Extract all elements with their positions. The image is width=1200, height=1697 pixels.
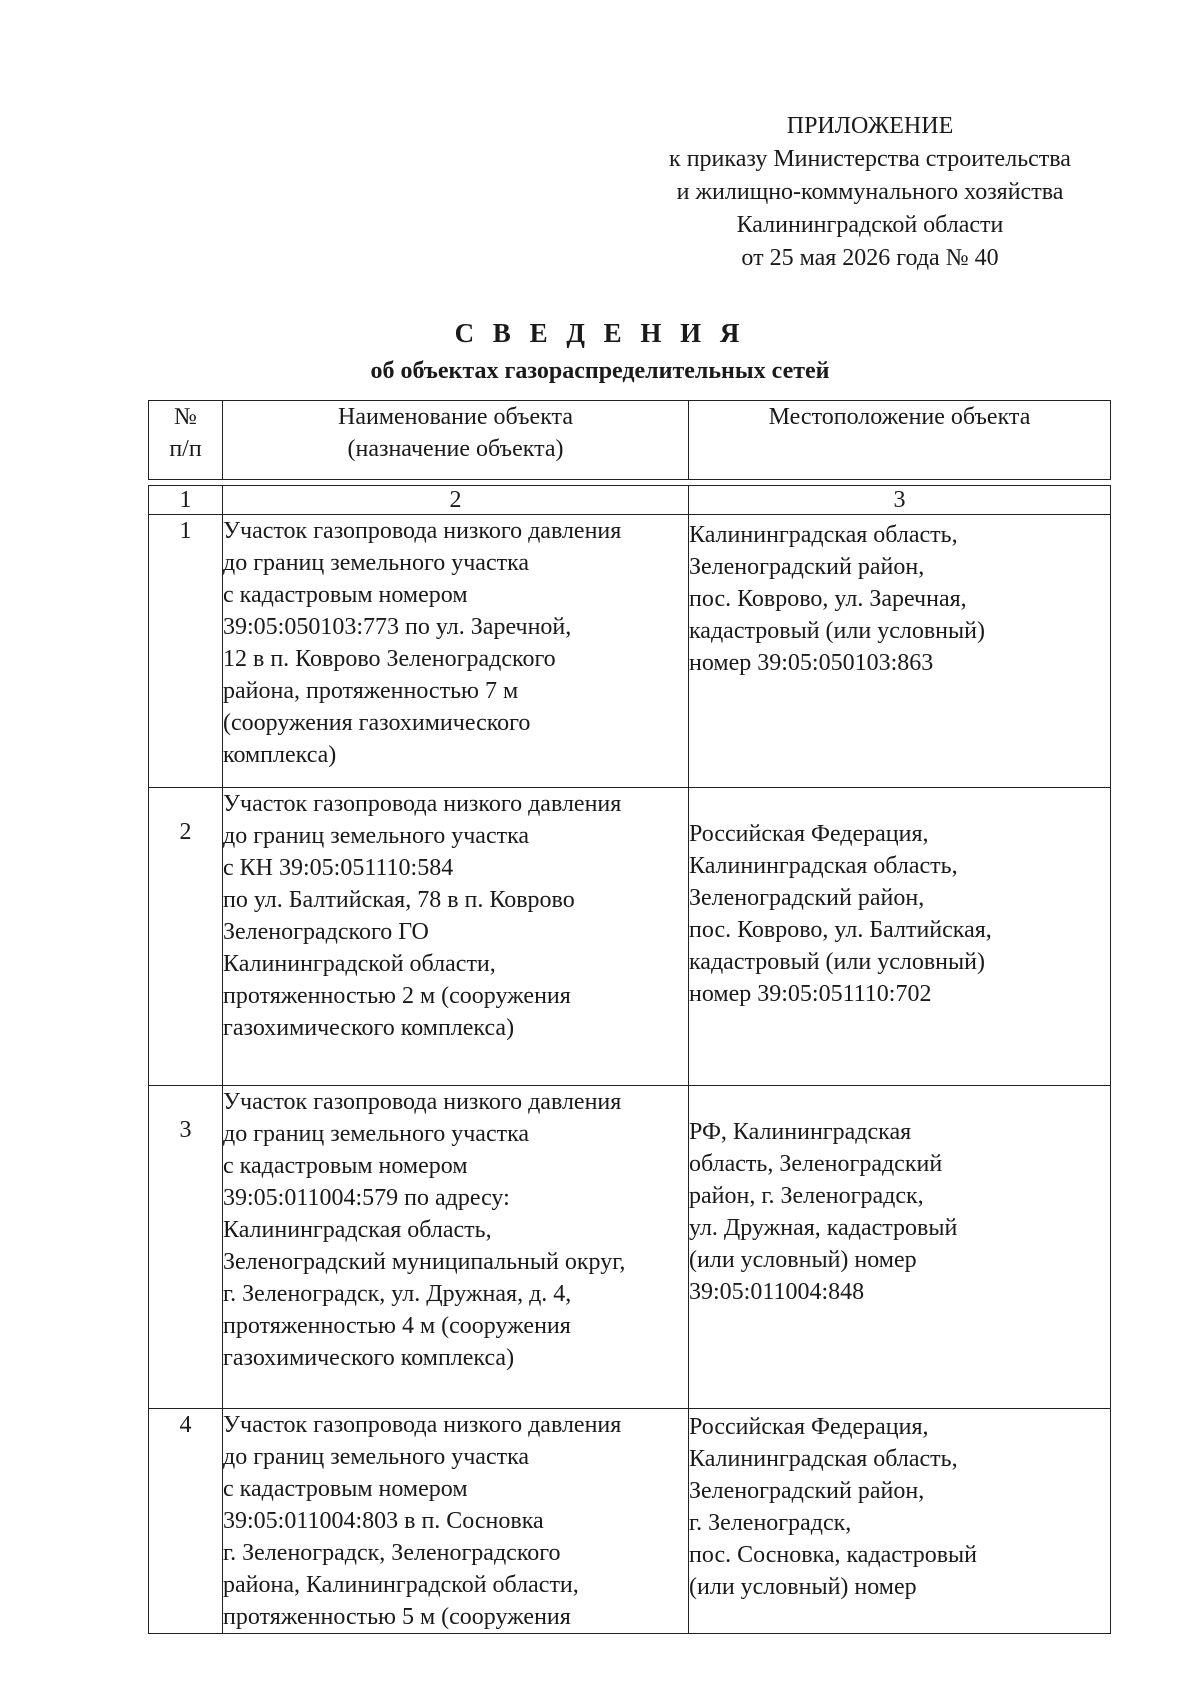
appendix-title: ПРИЛОЖЕНИЕ: [786, 113, 954, 139]
table-row: [149, 515, 1111, 788]
row-number: 1: [149, 515, 223, 788]
header-object-name: Наименование объекта (назначение объекта): [223, 401, 689, 480]
object-location: Российская Федерация, Калининградская область, Зеленоградский район, пос. Коврово, ул. Балтийская, кадастровый (или условный) номер 39:05:051110:702: [689, 788, 1111, 1086]
appendix-line: к приказу Министерства строительства: [669, 146, 1071, 172]
objects-table: [148, 400, 1111, 1634]
object-location: Калининградская область, Зеленоградский район, пос. Коврово, ул. Заречная, кадастровый (или условный) номер 39:05:050103:863: [689, 515, 1111, 788]
object-name: Участок газопровода низкого давления до границ земельного участка с КН 39:05:051110:584 по ул. Балтийская, 78 в п. Коврово Зеленоградского ГО Калининградской области, протяженностью 2 м (сооружения газохимического комплекса): [223, 788, 689, 1086]
header-object-location: Местоположение объекта: [689, 401, 1111, 480]
appendix-line: Калининградской области: [736, 212, 1004, 238]
row-number: 4: [149, 1409, 223, 1634]
document-title: С В Е Д Е Н И Я: [454, 318, 746, 348]
header-number: № п/п: [149, 401, 223, 480]
row-number: 3: [149, 1086, 223, 1409]
column-number: 3: [689, 486, 1111, 515]
document-subtitle: об объектах газораспределительных сетей: [370, 358, 830, 384]
appendix-date: от 25 мая 2026 года № 40: [741, 245, 999, 271]
object-location: РФ, Калининградская область, Зеленоградский район, г. Зеленоградск, ул. Дружная, кадастровый (или условный) номер 39:05:011004:848: [689, 1086, 1111, 1409]
object-name: Участок газопровода низкого давления до границ земельного участка с кадастровым номером 39:05:011004:803 в п. Сосновка г. Зеленоградск, Зеленоградского района, Калининградской области, протяженностью 5 м (сооружения: [223, 1409, 689, 1634]
table-header-row: [149, 401, 1111, 480]
object-name: Участок газопровода низкого давления до границ земельного участка с кадастровым номером 39:05:050103:773 по ул. Заречной, 12 в п. Коврово Зеленоградского района, протяженностью 7 м (сооружения газохимического комплекса): [223, 515, 689, 788]
object-location: Российская Федерация, Калининградская область, Зеленоградский район, г. Зеленоградск, пос. Сосновка, кадастровый (или условный) номер: [689, 1409, 1111, 1634]
table-row: [149, 1409, 1111, 1634]
column-number: 1: [149, 486, 223, 515]
table-row: [149, 1086, 1111, 1409]
column-number: 2: [223, 486, 689, 515]
appendix-header: [600, 110, 1140, 275]
object-name: Участок газопровода низкого давления до границ земельного участка с кадастровым номером 39:05:011004:579 по адресу: Калининградская область, Зеленоградский муниципальный округ, г. Зеленоградск, ул. Дружная, д. 4, протяженностью 4 м (сооружения газохимического комплекса): [223, 1086, 689, 1409]
table-row: [149, 788, 1111, 1086]
column-numbers-row: [149, 486, 1111, 515]
appendix-line: и жилищно-коммунального хозяйства: [676, 179, 1064, 205]
row-number: 2: [149, 788, 223, 1086]
